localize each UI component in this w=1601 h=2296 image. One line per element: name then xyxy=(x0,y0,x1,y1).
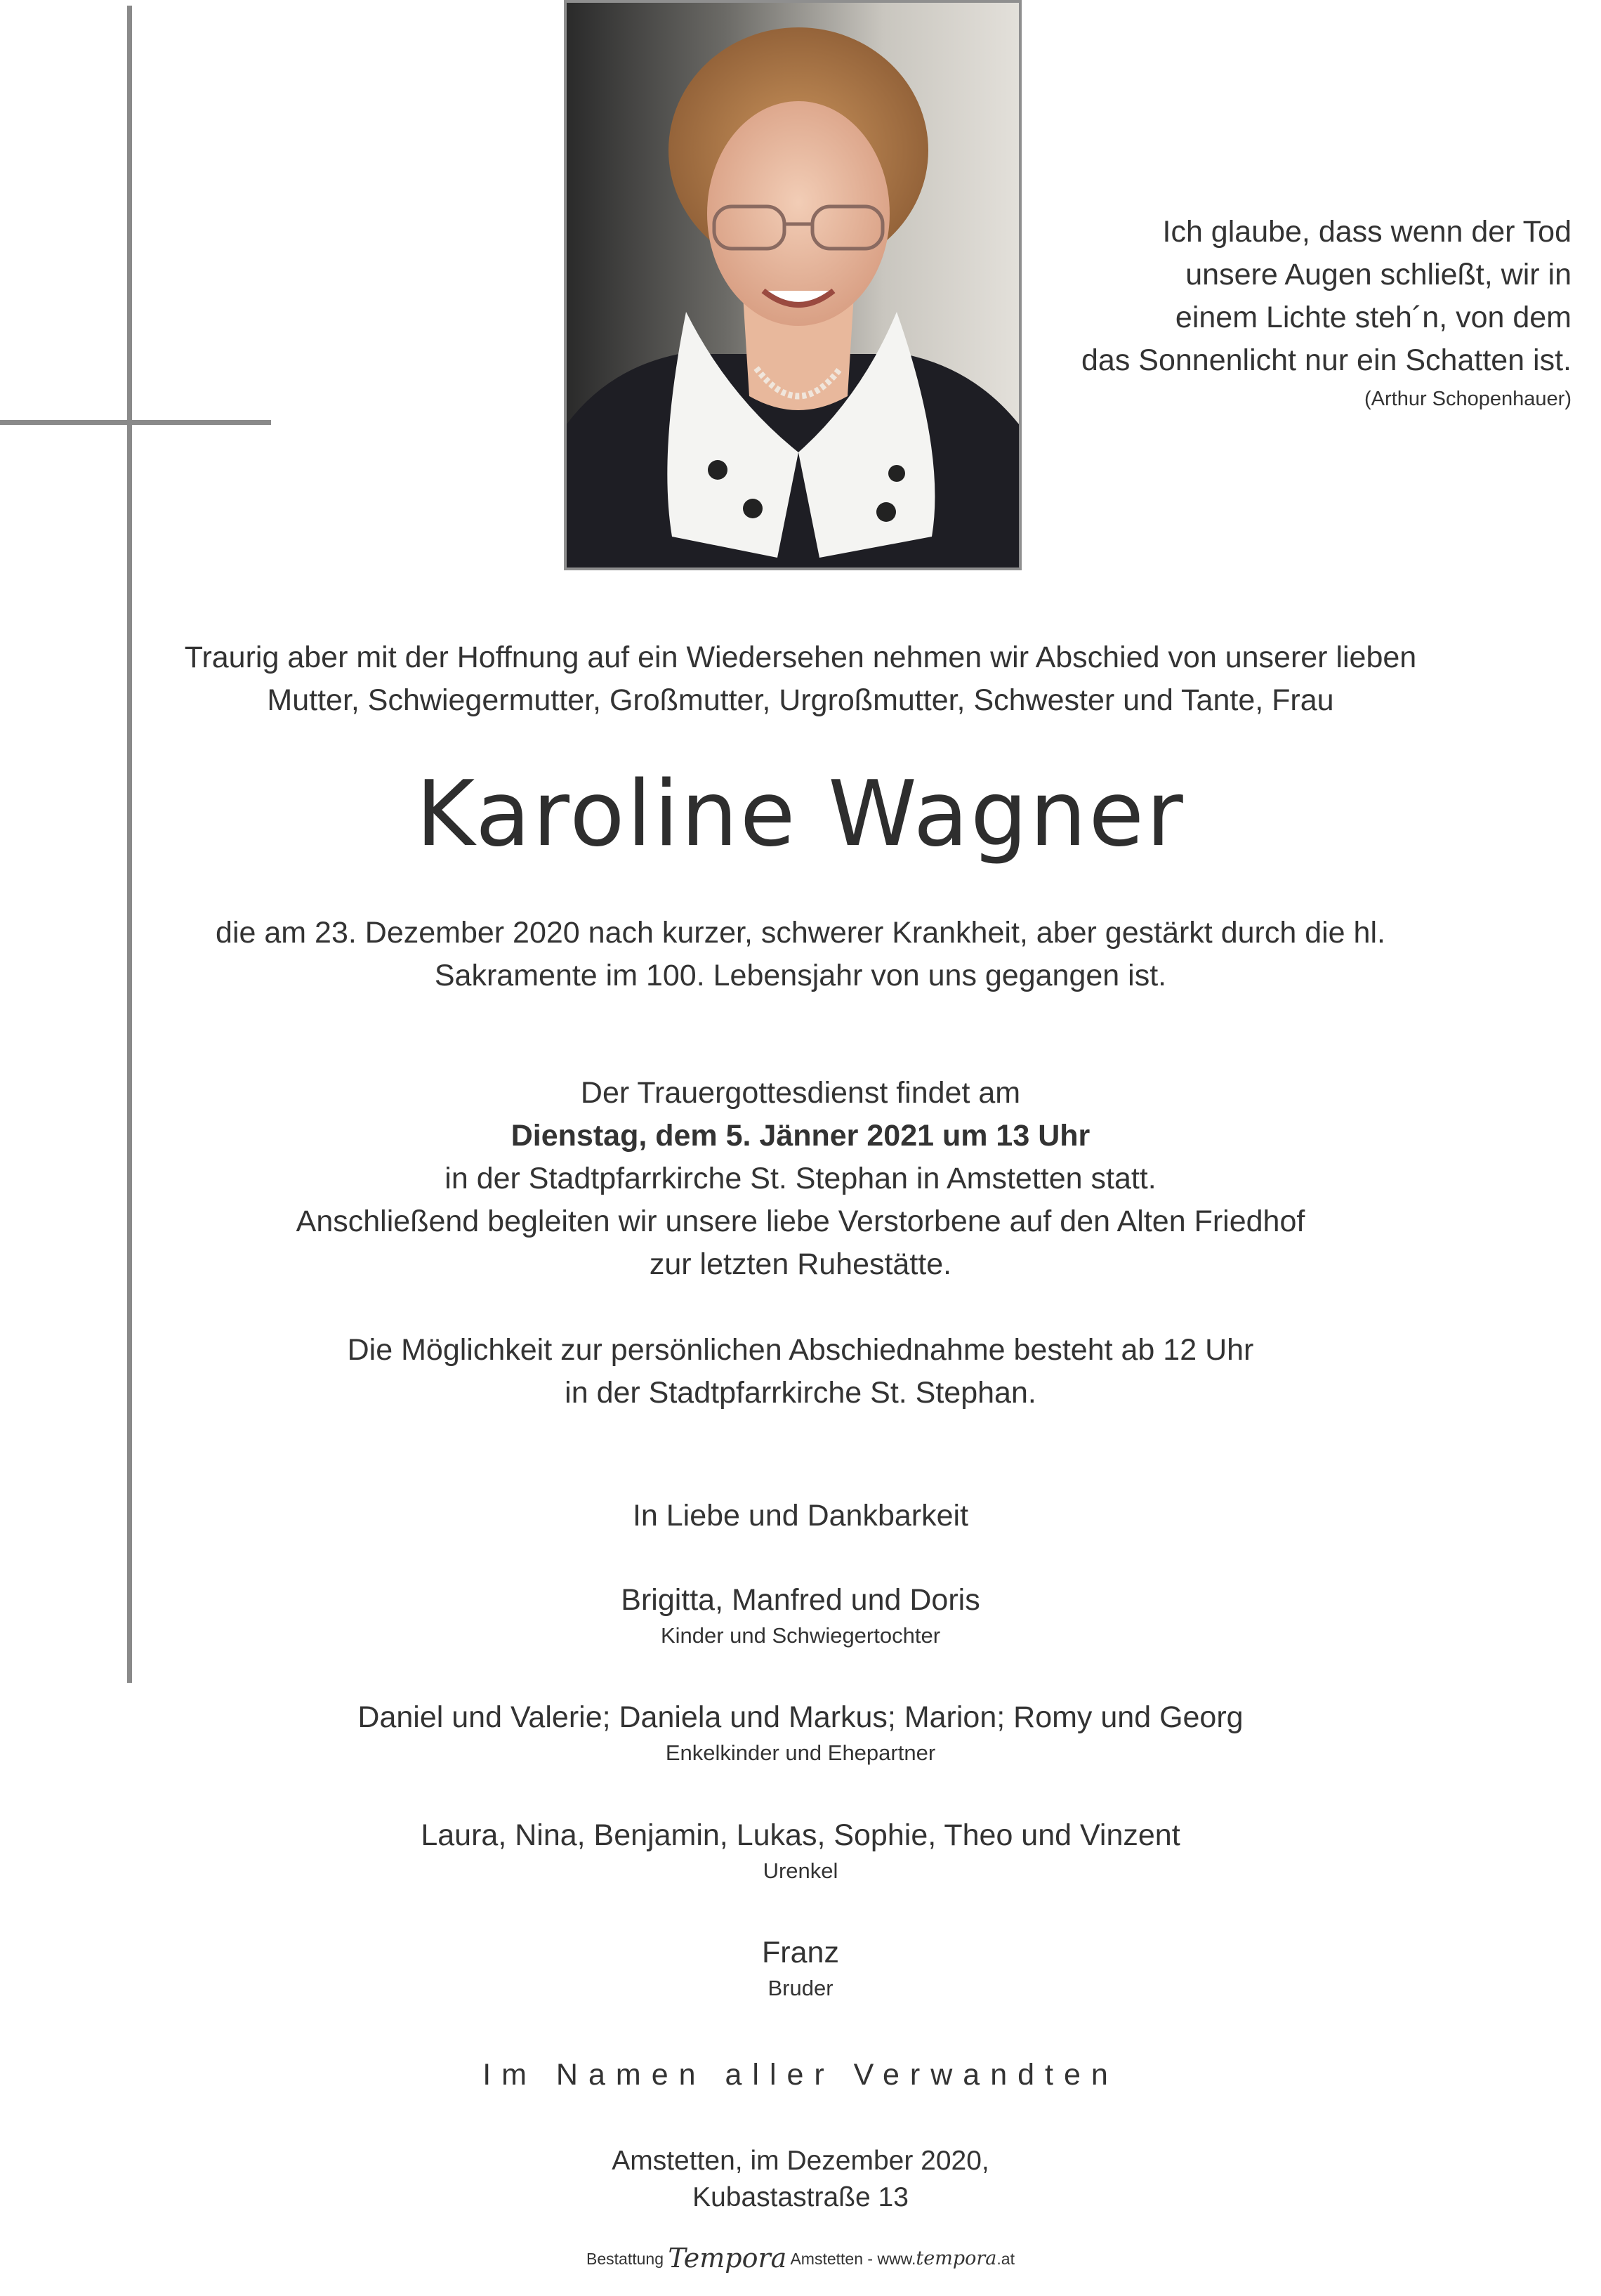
place-and-date xyxy=(0,2143,1601,2216)
family-role: Bruder xyxy=(767,1976,834,2000)
quote-line: einem Lichte steh´n, von dem xyxy=(1175,301,1572,334)
family-group-brother xyxy=(0,1932,1601,2004)
service-line: Anschließend begleiten wir unsere liebe Verstorbene auf den Alten Friedhof xyxy=(296,1205,1305,1238)
service-line: in der Stadtpfarrkirche St. Stephan in Amstetten statt. xyxy=(444,1162,1157,1195)
footer-suffix: .at xyxy=(996,2250,1015,2268)
farewell-line: Die Möglichkeit zur persönlichen Abschiednahme besteht ab 12 Uhr xyxy=(347,1333,1254,1367)
death-info-line: die am 23. Dezember 2020 nach kurzer, schwerer Krankheit, aber gestärkt durch die hl. xyxy=(216,916,1385,950)
intro-text xyxy=(0,636,1601,722)
deceased-name: Karoline Wagner xyxy=(416,762,1185,867)
love-and-gratitude: In Liebe und Dankbarkeit xyxy=(632,1499,969,1533)
portrait-illustration xyxy=(567,3,1019,568)
intro-line: Mutter, Schwiegermutter, Großmutter, Urgroßmutter, Schwester und Tante, Frau xyxy=(267,683,1334,717)
footer-middle: Amstetten - www. xyxy=(790,2250,916,2268)
family-names: Laura, Nina, Benjamin, Lukas, Sophie, Theo und Vinzent xyxy=(421,1818,1180,1852)
service-line: zur letzten Ruhestätte. xyxy=(649,1247,952,1281)
family-group-children xyxy=(0,1580,1601,1651)
quote-line: das Sonnenlicht nur ein Schatten ist. xyxy=(1081,343,1572,377)
family-names: Franz xyxy=(762,1936,839,1969)
death-info-line: Sakramente im 100. Lebensjahr von uns gegangen ist. xyxy=(434,959,1167,992)
family-group-great-grandchildren xyxy=(0,1815,1601,1887)
funeral-home-footer xyxy=(0,2244,1601,2273)
family-group-grandchildren xyxy=(0,1697,1601,1769)
family-names: Daniel und Valerie; Daniela und Markus; Marion; Romy und Georg xyxy=(357,1700,1244,1734)
relatives-signoff: Im Namen aller Verwandten xyxy=(482,2058,1119,2092)
quote-line: unsere Augen schließt, wir in xyxy=(1185,258,1572,291)
family-role: Enkelkinder und Ehepartner xyxy=(665,1740,936,1765)
quote-author: (Arthur Schopenhauer) xyxy=(1364,388,1572,410)
cross-horizontal-beam xyxy=(0,420,271,425)
quote-text xyxy=(954,211,1572,382)
address-line: Kubastastraße 13 xyxy=(692,2182,909,2212)
family-role: Urenkel xyxy=(763,1858,838,1883)
service-date: Dienstag, dem 5. Jänner 2021 um 13 Uhr xyxy=(510,1119,1091,1153)
death-info xyxy=(0,912,1601,997)
intro-line: Traurig aber mit der Hoffnung auf ein Wiedersehen nehmen wir Abschied von unserer lieben xyxy=(184,641,1417,674)
footer-domain: tempora xyxy=(916,2248,997,2269)
farewell-info xyxy=(0,1329,1601,1415)
service-line: Der Trauergottesdienst findet am xyxy=(580,1076,1021,1110)
footer-prefix: Bestattung xyxy=(586,2250,664,2268)
farewell-line: in der Stadtpfarrkirche St. Stephan. xyxy=(565,1376,1036,1410)
family-role: Kinder und Schwiegertochter xyxy=(660,1623,941,1648)
quote-line: Ich glaube, dass wenn der Tod xyxy=(1162,215,1572,249)
funeral-service-info xyxy=(0,1072,1601,1286)
family-names: Brigitta, Manfred und Doris xyxy=(621,1583,980,1617)
funeral-home-logo: Tempora xyxy=(668,2243,787,2274)
place-date-line: Amstetten, im Dezember 2020, xyxy=(612,2146,989,2176)
